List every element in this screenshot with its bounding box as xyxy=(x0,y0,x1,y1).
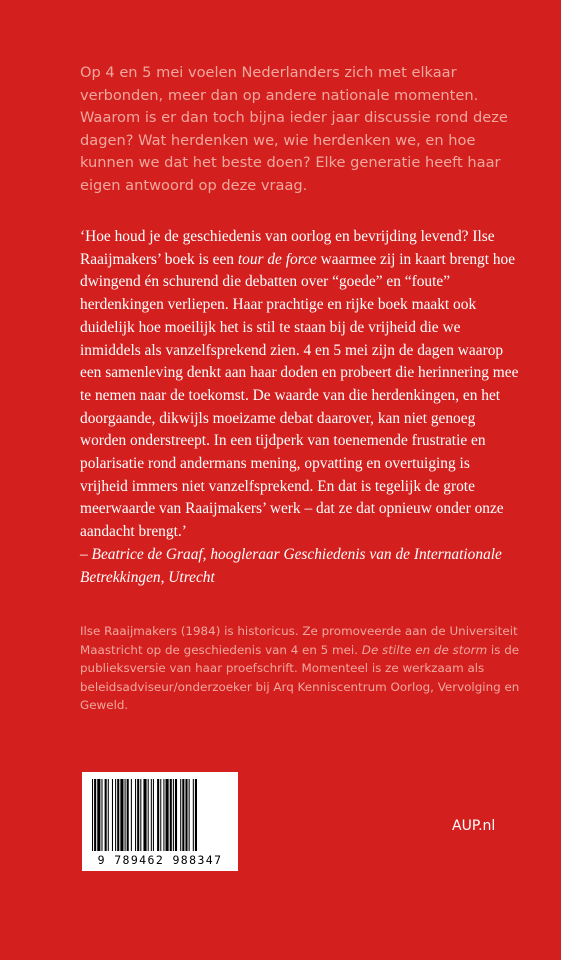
bio-text-2: is de publieksversie van haar proefschrift. Momenteel is ze werkzaam als beleidsadviseur/onderzoeker bij Arq Kenniscentrum Oorlog, Vervolging en Geweld. xyxy=(80,642,520,713)
intro-paragraph: Op 4 en 5 mei voelen Nederlanders zich met elkaar verbonden, meer dan op andere nationale momenten. Waarom is er dan toch bijna ieder jaar discussie rond deze dagen? Wat herdenken we, wie herdenken we, en hoe kunnen we dat het beste doen? Elke generatie heeft haar eigen antwoord op deze vraag. xyxy=(80,64,508,194)
publisher-url: AUP.nl xyxy=(452,818,496,834)
bio-book-title: De stilte en de storm xyxy=(361,642,488,657)
author-bio xyxy=(80,622,530,715)
endorsement-quote xyxy=(80,226,520,589)
quote-attribution: – Beatrice de Graaf, hoogleraar Geschiedenis van de Internationale Betrekkingen, Utrecht xyxy=(80,545,502,586)
quote-text-1: ‘Hoe houd je de geschiedenis van oorlog en bevrijding levend? Ilse Raaijmakers’ boek is een xyxy=(80,228,495,268)
bio-text-1: Ilse Raaijmakers (1984) is historicus. Ze promoveerde aan de Universiteit Maastricht op de geschiedenis van 4 en 5 mei. xyxy=(80,624,518,657)
quote-emphasis: tour de force xyxy=(237,250,317,268)
isbn-number: 9 789462 988347 xyxy=(97,853,223,867)
barcode-bars xyxy=(91,779,229,851)
quote-text-2: waarmee zij in kaart brengt hoe dwingend én schurend die debatten over “goede” en “foute” herdenkingen verliepen. Haar prachtige en rijke boek maakt ook duidelijk hoe moeilijk het is stil te staan bij de vrijheid die we inmiddels als vanzelfsprekend zien. 4 en 5 mei zijn de dagen waarop een samenleving denkt aan haar doden en probeert die herinnering mee te nemen naar de toekomst. De waarde van die herdenkingen, en het doorgaande, dikwijls moeizame debat daarover, kan niet genoeg worden onderstreept. In een tijdperk van toenemende frustratie en polarisatie rond andermans mening, opvatting en overtuiging is vrijheid immers niet vanzelfsprekend. En dat is tegelijk de grote meerwaarde van Raaijmakers’ werk – dat ze dat opnieuw onder onze aandacht brengt.’ xyxy=(80,250,519,541)
isbn-barcode xyxy=(82,772,238,871)
